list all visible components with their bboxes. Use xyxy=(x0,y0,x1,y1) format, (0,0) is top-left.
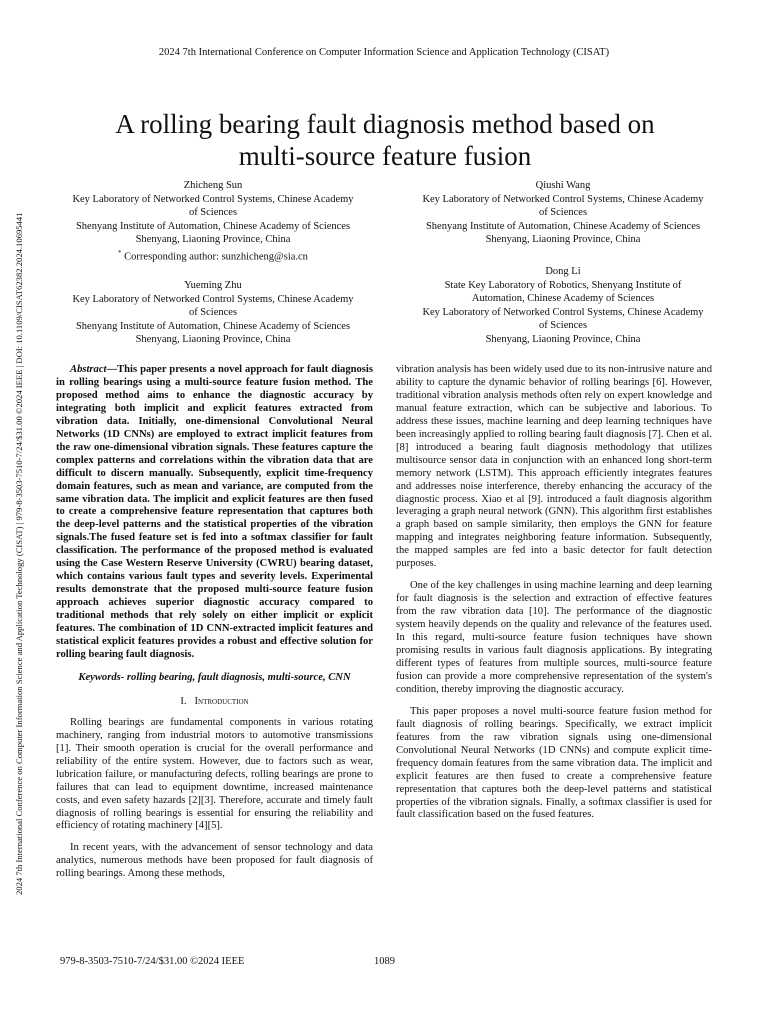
intro-paragraph-2: In recent years, with the advancement of sensor technology and data analytics, numerous methods have been proposed for fault diagnosis of rolling bearings. Among these methods, xyxy=(56,842,373,880)
author-location: Shenyang, Liaoning Province, China xyxy=(485,234,641,246)
title-line-2: multi-source feature fusion xyxy=(238,141,532,171)
author-affiliation-line: Shenyang Institute of Automation, Chinese Academy of Sciences xyxy=(425,220,701,232)
author-location: Shenyang, Liaoning Province, China xyxy=(135,334,291,346)
author-affiliation-line: of Sciences xyxy=(538,207,588,219)
paper-title xyxy=(40,108,730,172)
abstract-label: Abstract xyxy=(70,364,107,375)
section-number: I. xyxy=(180,695,187,707)
footer-copyright: 979-8-3503-7510-7/24/$31.00 ©2024 IEEE xyxy=(60,956,245,967)
author-affiliation-line: Key Laboratory of Networked Control Systems, Chinese Academy xyxy=(72,293,354,305)
side-citation-text: 2024 7th International Conference on Computer Information Science and Application Technology (CISAT) | 979-8-3503-7510-7/24/$31.00 ©2024 IEEE | DOI: 10.1109/CISAT62382.2024.10695441 xyxy=(14,212,24,895)
corresponding-author-text: Corresponding author: sunzhicheng@sia.cn xyxy=(121,251,308,263)
right-paragraph-2: One of the key challenges in using machine learning and deep learning for fault diagnosis is the selection and extraction of effective features from the raw vibration data [10]. The performance of the diagnostic system heavily depends on the quality and relevance of the features used. In this regard, multi-source feature fusion techniques have shown promising results in various fault diagnosis applications. By integrating different types of features from multiple sources, multi-source feature fusion can provide a more comprehensive representation of the system's condition, thereby improving the diagnostic accuracy. xyxy=(396,580,712,695)
page-number: 1089 xyxy=(374,956,395,967)
author-affiliation-line: Key Laboratory of Networked Control Systems, Chinese Academy xyxy=(422,193,704,205)
author-affiliation-line: Shenyang Institute of Automation, Chinese Academy of Sciences xyxy=(75,320,351,332)
left-column xyxy=(56,364,373,890)
author-block-li xyxy=(398,265,728,347)
intro-paragraph-1: Rolling bearings are fundamental components in various rotating machinery, ranging from industrial motors to automotive transmissions [1]. Their smooth operation is crucial for the overall performance and reliability of the entire system. However, due to factors such as wear, lubrication failure, or manufacturing defects, rolling bearings are prone to failures that can lead to equipment downtime, increased maintenance costs, and even safety hazards [2][3]. Therefore, accurate and timely fault diagnosis of rolling bearings is essential for ensuring the reliability and efficiency of rotating machinery [4][5]. xyxy=(56,716,373,832)
author-block-sun xyxy=(48,179,378,264)
author-affiliation-line: State Key Laboratory of Robotics, Shenyang Institute of xyxy=(444,279,682,291)
keywords: Keywords- rolling bearing, fault diagnosis, multi-source, CNN xyxy=(78,671,351,683)
author-affiliation-line: of Sciences xyxy=(538,320,588,332)
abstract xyxy=(56,364,373,662)
author-block-zhu xyxy=(48,279,378,347)
author-block-wang xyxy=(398,179,728,247)
author-location: Shenyang, Liaoning Province, China xyxy=(135,234,291,246)
author-name: Qiushi Wang xyxy=(535,180,591,191)
author-name: Yueming Zhu xyxy=(184,280,242,291)
conference-header: 2024 7th International Conference on Computer Information Science and Application Technology (CISAT) xyxy=(158,47,610,58)
author-affiliation-line: Key Laboratory of Networked Control Systems, Chinese Academy xyxy=(72,193,354,205)
section-heading-introduction xyxy=(56,696,373,709)
author-affiliation-line: of Sciences xyxy=(188,307,238,319)
right-column xyxy=(396,364,712,831)
title-line-1: A rolling bearing fault diagnosis method based on xyxy=(115,109,655,139)
author-affiliation-line: of Sciences xyxy=(188,207,238,219)
right-paragraph-3: This paper proposes a novel multi-source feature fusion method for fault diagnosis of rolling bearings. Specifically, we extract implicit features from the raw vibration signals using one-dimensional Convolutional Neural Networks (1D CNNs) and compute explicit time-frequency domain features from the same vibration data. The implicit and explicit features are then fused to create a comprehensive feature representation that captures both the deep-level patterns and statistical properties of the vibration signals. Finally, a softmax classifier is used for fault classification based on the fused features. xyxy=(396,705,712,821)
author-affiliation-line: Shenyang Institute of Automation, Chinese Academy of Sciences xyxy=(75,220,351,232)
right-paragraph-1: vibration analysis has been widely used due to its non-intrusive nature and ability to capture the dynamic behavior of rolling bearings [6]. However, traditional vibration analysis methods often rely on expert knowledge and manual feature extraction, which can be subjective and laborious. To address these issues, machine learning and deep learning techniques have been increasingly applied to rolling bearing fault diagnosis [7]. Chen et al. [8] introduced a bearing fault diagnosis methodology that utilizes multisource sensor data in conjunction with an enhanced long short-term memory network (LSTM). This approach efficiently integrates features and addresses noise interference, thereby enhancing the accuracy of the diagnostic process. Xiao et al [9]. introduced a fault diagnosis algorithm leveraging a graph neural network (GNN). This algorithm first establishes a graph based on sample similarity, then employs the GNN for feature mapping and integrates neighboring feature information. Subsequently, the mapped samples are fed into a basic detector for fault detection purposes. xyxy=(396,364,712,570)
author-name: Dong Li xyxy=(545,266,581,277)
section-title: Introduction xyxy=(194,695,249,707)
author-location: Shenyang, Liaoning Province, China xyxy=(485,333,641,345)
corresponding-mark: * xyxy=(118,248,122,257)
author-affiliation-line: Key Laboratory of Networked Control Systems, Chinese Academy xyxy=(422,306,704,318)
corresponding-author xyxy=(48,247,378,264)
author-affiliation-line: Automation, Chinese Academy of Sciences xyxy=(471,293,655,305)
author-name: Zhicheng Sun xyxy=(183,180,243,191)
abstract-body: —This paper presents a novel approach for fault diagnosis in rolling bearings using a multi-source feature fusion method. The proposed method aims to enhance the diagnostic accuracy by integrating both implicit and explicit features extracted from vibration data. Initially, one-dimensional Convolutional Neural Networks (1D CNNs) are employed to extract implicit features from the raw one-dimensional vibration signals. These features capture the complex patterns and correlations within the vibration data that are difficult to discern manually. Subsequently, explicit time-frequency domain features, such as mean and variance, are computed from the same vibration data. The implicit and explicit features are then fused to create a comprehensive feature representation that captures both the deep-level patterns and the statistical properties of the vibration signals.The fused feature set is fed into a softmax classifier for fault classification. The performance of the proposed method is evaluated using the Case Western Reserve University (CWRU) bearing dataset, which contains various fault types and severity levels. Experimental results demonstrate that the proposed multi-source feature fusion approach achieves superior diagnostic accuracy compared to traditional methods that rely solely on either implicit or explicit features. The combination of 1D CNN-extracted implicit features and statistical explicit features provides a robust and effective solution for rolling bearing fault diagnosis. xyxy=(56,364,373,660)
